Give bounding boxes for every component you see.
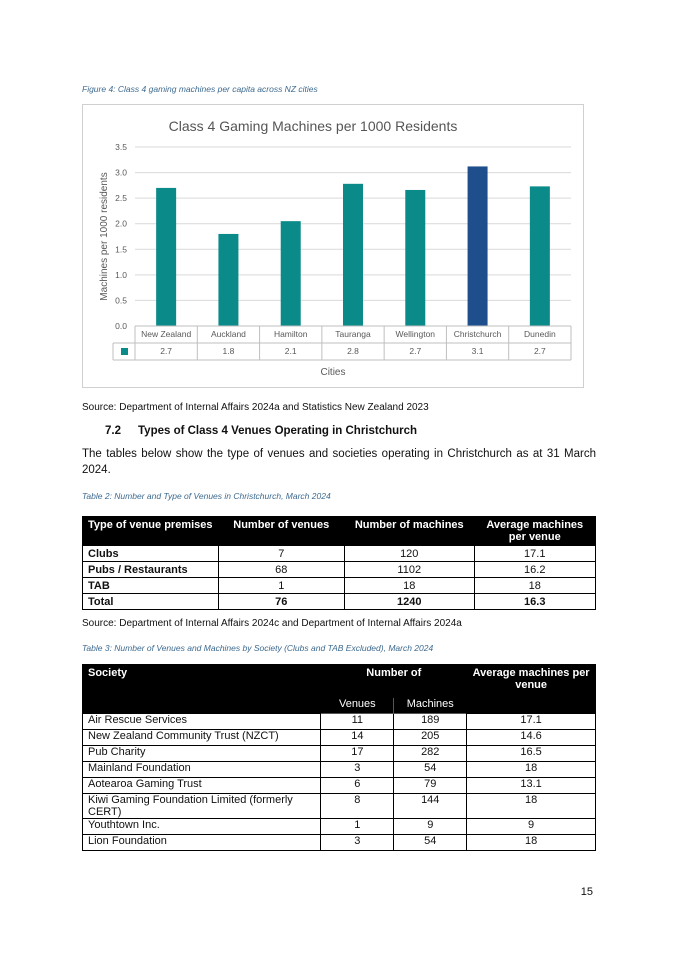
- y-tick-label: 2.0: [115, 218, 127, 229]
- chart-title: Class 4 Gaming Machines per 1000 Residents: [168, 118, 458, 134]
- table3-cell: 16.5: [467, 746, 596, 762]
- table3-cell: 3: [321, 762, 394, 778]
- x-tick-label: Tauranga: [335, 329, 371, 339]
- table3-header-average: Average machines per venue: [467, 665, 596, 714]
- x-axis-label: Cities: [320, 367, 346, 378]
- table2-cell: 7: [218, 546, 344, 562]
- table-row: [83, 578, 596, 594]
- table3-cell: 18: [467, 835, 596, 851]
- x-tick-label: Dunedin: [524, 329, 556, 339]
- y-tick-label: 2.5: [115, 193, 127, 204]
- table2-caption: Table 2: Number and Type of Venues in Christchurch, March 2024: [82, 491, 331, 501]
- table3-cell: 11: [321, 714, 394, 730]
- x-tick-label: Wellington: [395, 329, 436, 339]
- table3-cell: New Zealand Community Trust (NZCT): [83, 730, 321, 746]
- table3-cell: 9: [394, 819, 467, 835]
- table2-cell: 68: [218, 562, 344, 578]
- table3-cell: Air Rescue Services: [83, 714, 321, 730]
- bar: [343, 184, 363, 326]
- table2-header-type: Type of venue premises: [83, 517, 219, 546]
- table-total-row: [83, 594, 596, 610]
- data-table-value: 2.7: [160, 346, 173, 356]
- table3-cell: Mainland Foundation: [83, 762, 321, 778]
- table3-cell: 18: [467, 762, 596, 778]
- table3-header-number-of: Number of: [321, 665, 467, 698]
- x-tick-label: Hamilton: [273, 329, 308, 339]
- table2-cell: TAB: [83, 578, 219, 594]
- x-tick-label: New Zealand: [141, 329, 192, 339]
- x-tick-label: Christchurch: [453, 329, 502, 339]
- bar: [218, 234, 238, 326]
- y-tick-label: 1.5: [115, 244, 127, 255]
- table-row: [83, 835, 596, 851]
- table3-header-machines: Machines: [394, 698, 467, 714]
- intro-paragraph: The tables below show the type of venues and societies operating in Christchurch as at 31 March 2024.: [82, 448, 596, 476]
- table2-cell: 16.2: [474, 562, 596, 578]
- table2-cell: Clubs: [83, 546, 219, 562]
- data-table-value: 2.8: [347, 346, 359, 356]
- table3-cell: 189: [394, 714, 467, 730]
- bar: [530, 186, 550, 326]
- table3-cell: Aotearoa Gaming Trust: [83, 778, 321, 794]
- table2-header-average: Average machines per venue: [474, 517, 596, 546]
- table3-cell: 144: [394, 794, 467, 819]
- y-tick-label: 3.0: [115, 167, 127, 178]
- table3-cell: 13.1: [467, 778, 596, 794]
- table3-cell: 6: [321, 778, 394, 794]
- venue-type-table: [82, 516, 596, 610]
- table3-cell: Youthtown Inc.: [83, 819, 321, 835]
- table3-cell: 17.1: [467, 714, 596, 730]
- y-axis-label: Machines per 1000 residents: [99, 172, 110, 301]
- table2-cell: Pubs / Restaurants: [83, 562, 219, 578]
- table3-cell: 54: [394, 762, 467, 778]
- society-table: [82, 664, 596, 851]
- table2-cell: Total: [83, 594, 219, 610]
- table2-cell: 1240: [345, 594, 475, 610]
- legend-key-swatch: [121, 348, 128, 355]
- table-row: [83, 819, 596, 835]
- table3-cell: Lion Foundation: [83, 835, 321, 851]
- bar: [405, 190, 425, 326]
- data-table-value: 2.7: [409, 346, 422, 356]
- table-row: [83, 762, 596, 778]
- table3-cell: Kiwi Gaming Foundation Limited (formerly CERT): [83, 794, 321, 819]
- table-row: [83, 794, 596, 819]
- chart-frame: [82, 104, 584, 388]
- table3-header-venues: Venues: [321, 698, 394, 714]
- table-row: [83, 546, 596, 562]
- table3-cell: 14: [321, 730, 394, 746]
- data-table-value: 3.1: [471, 346, 484, 356]
- table3-cell: 205: [394, 730, 467, 746]
- y-tick-label: 0.0: [115, 321, 127, 331]
- bar: [468, 166, 488, 326]
- figure-source: Source: Department of Internal Affairs 2024a and Statistics New Zealand 2023: [82, 402, 429, 413]
- table3-cell: 18: [467, 794, 596, 819]
- table3-cell: 3: [321, 835, 394, 851]
- table2-cell: 18: [474, 578, 596, 594]
- table-row: [83, 746, 596, 762]
- table3-cell: 1: [321, 819, 394, 835]
- table3-cell: 79: [394, 778, 467, 794]
- table2-cell: 17.1: [474, 546, 596, 562]
- y-tick-label: 3.5: [115, 142, 127, 152]
- y-tick-label: 0.5: [115, 295, 127, 306]
- data-table-value: 2.7: [533, 346, 546, 356]
- table2-header-machines: Number of machines: [345, 517, 475, 546]
- table-row: [83, 730, 596, 746]
- table3-cell: 9: [467, 819, 596, 835]
- x-tick-label: Auckland: [210, 329, 246, 339]
- table3-header-society: Society: [83, 665, 321, 714]
- table2-header-venues: Number of venues: [218, 517, 344, 546]
- figure-caption: Figure 4: Class 4 gaming machines per capita across NZ cities: [82, 84, 318, 94]
- bar: [156, 188, 176, 326]
- bar-chart: [83, 105, 583, 387]
- bar: [281, 221, 301, 326]
- table2-cell: 1: [218, 578, 344, 594]
- table3-caption: Table 3: Number of Venues and Machines by Society (Clubs and TAB Excluded), March 2024: [82, 643, 434, 653]
- y-tick-label: 1.0: [115, 269, 127, 280]
- table2-cell: 120: [345, 546, 475, 562]
- data-table-value: 2.1: [284, 346, 297, 356]
- table3-cell: Pub Charity: [83, 746, 321, 762]
- table-row: [83, 778, 596, 794]
- table2-source: Source: Department of Internal Affairs 2024c and Department of Internal Affairs 2024a: [82, 618, 462, 629]
- table-row: [83, 562, 596, 578]
- table3-cell: 282: [394, 746, 467, 762]
- section-heading: [105, 425, 417, 437]
- table3-cell: 14.6: [467, 730, 596, 746]
- section-number: 7.2: [105, 425, 121, 437]
- section-title: Types of Class 4 Venues Operating in Christchurch: [138, 425, 418, 437]
- table2-cell: 16.3: [474, 594, 596, 610]
- table2-cell: 76: [218, 594, 344, 610]
- table3-cell: 54: [394, 835, 467, 851]
- page-number: 15: [580, 886, 593, 898]
- table3-cell: 17: [321, 746, 394, 762]
- table-row: [83, 714, 596, 730]
- data-table-value: 1.8: [222, 346, 235, 356]
- table3-cell: 8: [321, 794, 394, 819]
- table2-cell: 1102: [345, 562, 475, 578]
- table2-cell: 18: [345, 578, 475, 594]
